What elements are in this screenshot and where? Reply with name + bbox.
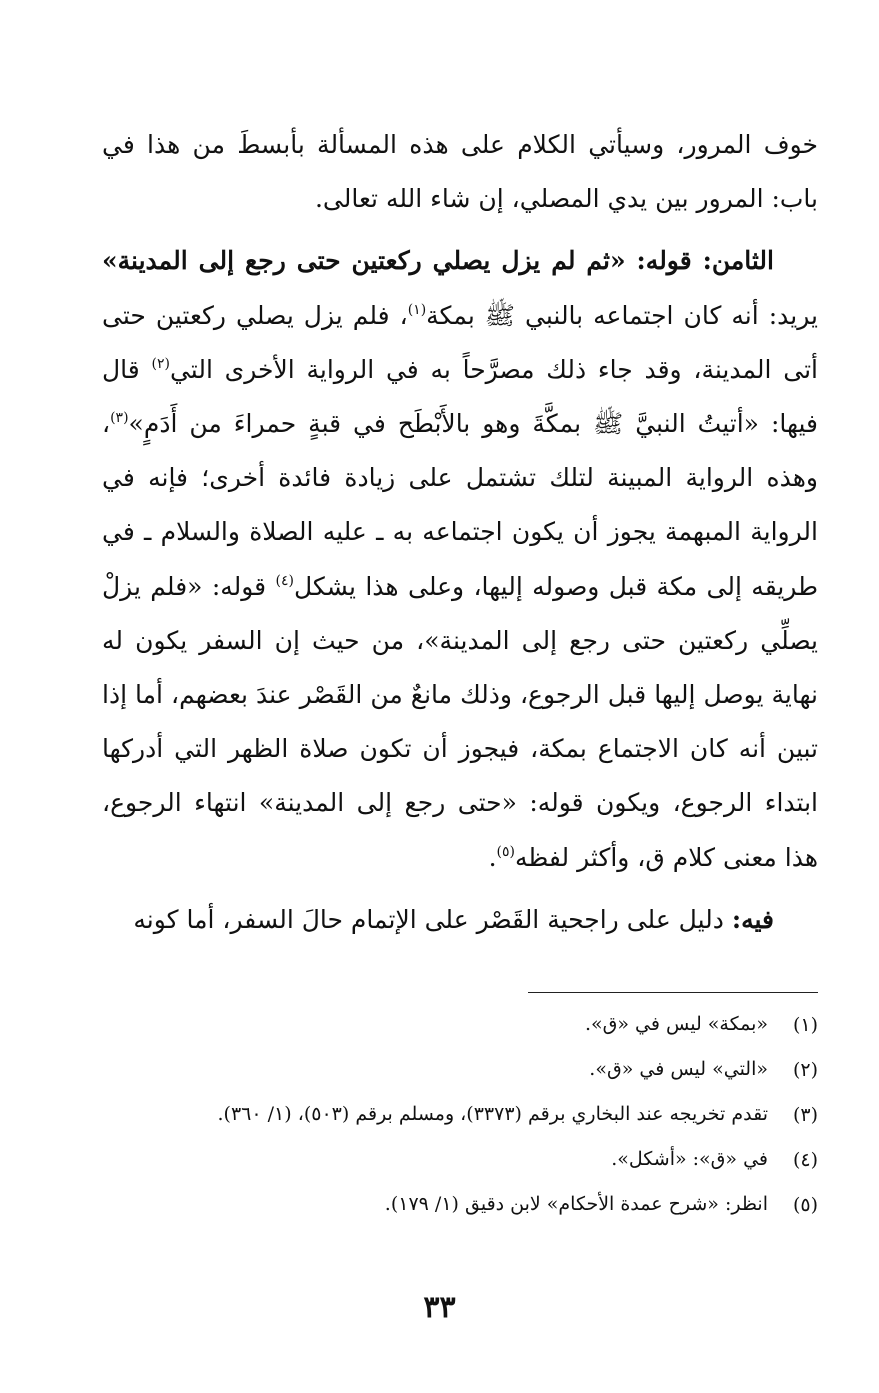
footnote-3 (102, 1096, 818, 1134)
footnote-ref-1[interactable]: (١) (407, 301, 427, 318)
footnote-text: في «ق»: «أشكل». (611, 1148, 768, 1170)
main-text (102, 118, 818, 947)
footnote-text: «بمكة» ليس في «ق». (584, 1013, 768, 1035)
paragraph-2-text: ، وهذه الرواية المبينة لتلك تشتمل على زيادة فائدة أخرى؛ فإنه في الرواية المبهمة يجوز أن يكون اجتماعه به ـ عليه الصلاة والسلام ـ في طريقه إلى مكة قبل وصوله إليها، وعلى هذا يشكل (102, 409, 818, 601)
paragraph-1: خوف المرور، وسيأتي الكلام على هذه المسألة بأبسطَ من هذا في باب: المرور بين يدي المصلي، إن شاء الله تعالى. (102, 130, 818, 214)
footnote-number: (٥) (792, 1194, 818, 1216)
footnote-ref-3[interactable]: (٣) (110, 410, 129, 427)
paragraph-2-lead: الثامن: قوله: «ثم لم يزل يصلي ركعتين حتى رجع إلى المدينة» (102, 246, 774, 276)
footnote-number: (٣) (792, 1104, 818, 1126)
paragraph-2-text: . (488, 842, 497, 872)
footnote-ref-2[interactable]: (٢) (151, 355, 170, 372)
footnote-4 (102, 1141, 818, 1179)
footnote-separator (528, 992, 818, 993)
paragraph-2-text: قوله: «فلم يزلْ يصلِّي ركعتين حتى رجع إلى المدينة»، من حيث إن السفر يكون له نهاية يوصل إليها قبل الرجوع، وذلك مانعٌ من القَصْر عندَ بعضهم، أما إذا تبين أنه كان الاجتماع بمكة، فيجوز أن تكون صلاة الظهر التي أدركها ابتداء الرجوع، ويكون قوله: «حتى رجع إلى المدينة» انتهاء الرجوع، هذا معنى كلام ق، وأكثر لفظه (102, 571, 818, 872)
paragraph-2-text: يريد: أنه كان اجتماعه بالنبي ﷺ بمكة (426, 300, 818, 330)
footnote-number: (٢) (792, 1059, 818, 1081)
footnote-2 (102, 1051, 818, 1089)
paragraph-2-text: ، فلم يزل يصلي ركعتين حتى أتى المدينة، وقد جاء ذلك مصرَّحاً به في الرواية الأخرى التي (102, 300, 818, 384)
paragraph-2 (102, 234, 818, 884)
footnotes (102, 1006, 818, 1231)
footnote-text: «التي» ليس في «ق». (589, 1058, 768, 1080)
paragraph-3-text: دليل على راجحية القَصْر على الإتمام حالَ السفر، أما كونه (133, 904, 732, 934)
footnote-text: تقدم تخريجه عند البخاري برقم (٣٣٧٣)، ومسلم برقم (٥٠٣)، (١/ ٣٦٠). (217, 1103, 768, 1125)
footnote-1 (102, 1006, 818, 1044)
footnote-ref-5[interactable]: (٥) (496, 843, 515, 860)
footnote-5 (102, 1186, 818, 1224)
footnote-number: (٤) (792, 1149, 818, 1171)
footnote-ref-4[interactable]: (٤) (275, 572, 294, 589)
paragraph-2-text: قال فيها: «أتيتُ النبيَّ ﷺ بمكَّةَ وهو بالأَبْطَح في قبةٍ حمراءَ من أَدَمٍ» (102, 354, 818, 439)
paragraph-3 (102, 893, 818, 947)
footnote-number: (١) (792, 1014, 818, 1036)
page-number: ٣٣ (423, 1290, 456, 1325)
footnote-text: انظر: «شرح عمدة الأحكام» لابن دقيق (١/ ١٧٩). (384, 1193, 768, 1215)
paragraph-3-lead: فيه: (731, 904, 774, 934)
